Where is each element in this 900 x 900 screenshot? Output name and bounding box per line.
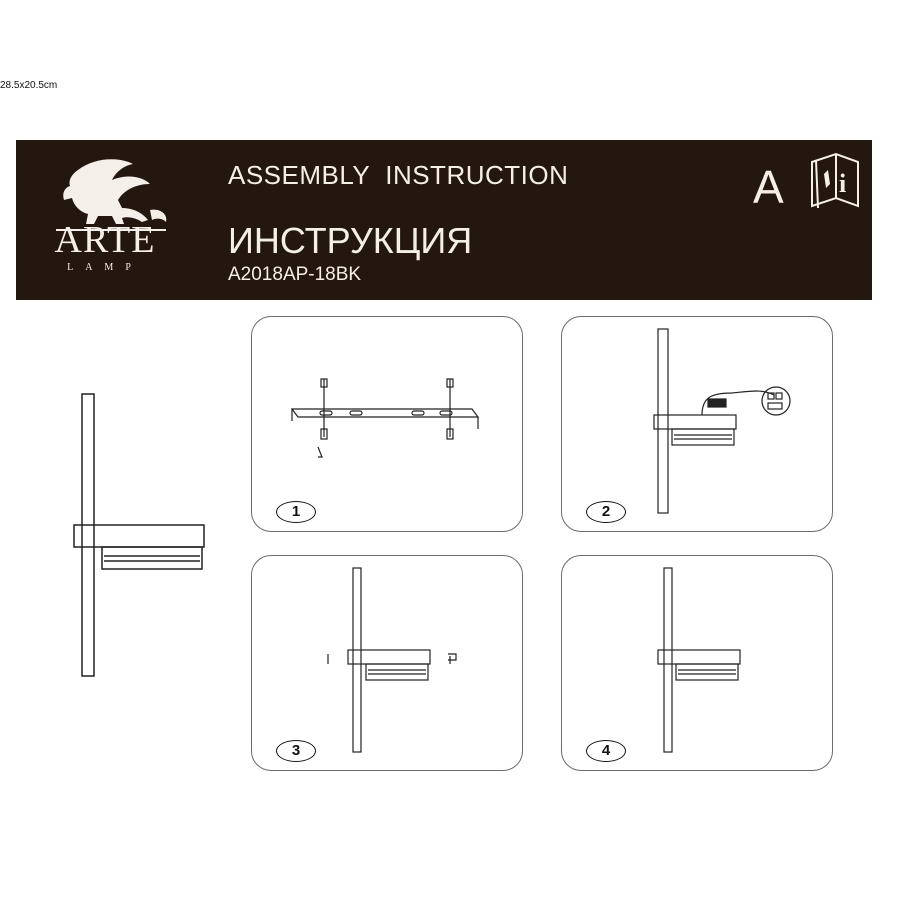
title-russian: ИНСТРУКЦИЯ [228,220,473,261]
step-3-panel [251,555,523,771]
step-number: 2 [586,501,626,523]
step-4-panel [561,555,833,771]
step-number: 1 [276,501,316,523]
step-1-panel [251,316,523,532]
title-english: ASSEMBLY INSTRUCTION [228,160,569,190]
step-number: 3 [276,740,316,762]
step-number: 4 [586,740,626,762]
step-2-panel [561,316,833,532]
lamp-overview-drawing [70,390,210,680]
model-number: A2018AP-18BK [228,264,362,285]
info-letter: A [753,161,784,213]
brand-subtitle: LAMP [67,262,143,273]
instruction-book-icon [806,148,862,212]
svg-text:i: i [839,169,847,198]
size-note: 28.5x20.5cm [0,80,58,91]
brand-wordmark: ARTE [54,219,156,261]
header-bar [16,140,872,300]
